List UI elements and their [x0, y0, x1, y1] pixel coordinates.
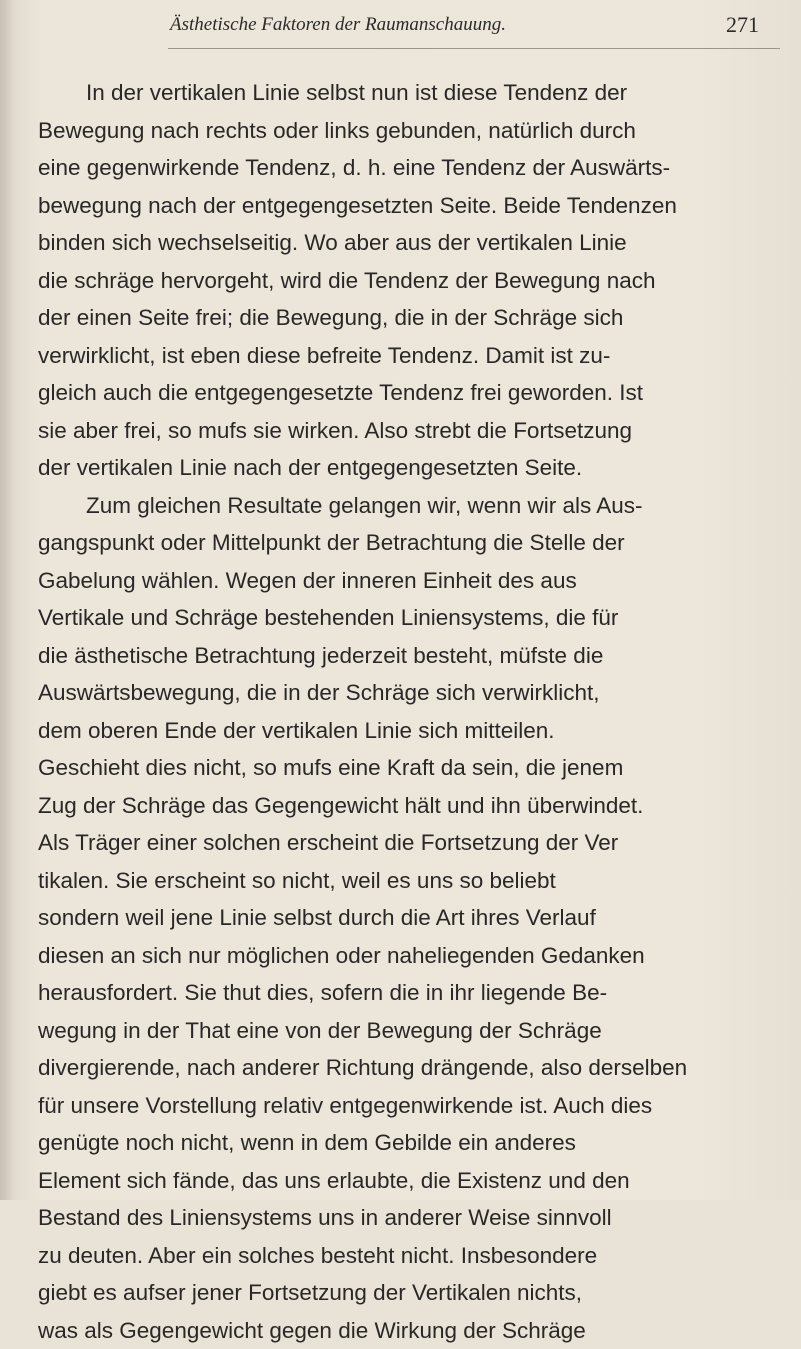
- running-head: Ästhetische Faktoren der Raumanschauung.: [170, 14, 640, 40]
- text-line: Bestand des Liniensystems uns in anderer Weise sinnvoll: [38, 1199, 780, 1237]
- text-line: herausfordert. Sie thut dies, sofern die in ihr liegende Be-: [38, 974, 780, 1012]
- text-line: Zug der Schräge das Gegengewicht hält und ihn überwindet.: [38, 787, 780, 825]
- header-rule: [168, 48, 780, 49]
- text-line: diesen an sich nur möglichen oder naheliegenden Gedanken: [38, 937, 780, 975]
- text-line: Gabelung wählen. Wegen der inneren Einheit des aus: [38, 562, 780, 600]
- text-line: divergierende, nach anderer Richtung drängende, also derselben: [38, 1049, 780, 1087]
- text-line: sie aber frei, so mufs sie wirken. Also strebt die Fortsetzung: [38, 412, 780, 450]
- text-line: für unsere Vorstellung relativ entgegenwirkende ist. Auch dies: [38, 1087, 780, 1125]
- text-line: In der vertikalen Linie selbst nun ist diese Tendenz der: [38, 74, 780, 112]
- body-text: [38, 74, 780, 1349]
- text-line: gangspunkt oder Mittelpunkt der Betrachtung die Stelle der: [38, 524, 780, 562]
- text-line: Zum gleichen Resultate gelangen wir, wenn wir als Aus-: [38, 487, 780, 525]
- text-line: wegung in der That eine von der Bewegung der Schräge: [38, 1012, 780, 1050]
- spine-shadow: [0, 0, 14, 1200]
- text-line: Vertikale und Schräge bestehenden Liniensystems, die für: [38, 599, 780, 637]
- text-line: der vertikalen Linie nach der entgegengesetzten Seite.: [38, 449, 780, 487]
- text-line: bewegung nach der entgegengesetzten Seite. Beide Tendenzen: [38, 187, 780, 225]
- text-line: Auswärtsbewegung, die in der Schräge sich verwirklicht,: [38, 674, 780, 712]
- text-line: die schräge hervorgeht, wird die Tendenz der Bewegung nach: [38, 262, 780, 300]
- text-line: Als Träger einer solchen erscheint die Fortsetzung der Ver: [38, 824, 780, 862]
- text-line: giebt es aufser jener Fortsetzung der Vertikalen nichts,: [38, 1274, 780, 1312]
- text-line: gleich auch die entgegengesetzte Tendenz frei geworden. Ist: [38, 374, 780, 412]
- text-line: was als Gegengewicht gegen die Wirkung der Schräge: [38, 1312, 780, 1349]
- text-line: tikalen. Sie erscheint so nicht, weil es uns so beliebt: [38, 862, 780, 900]
- text-line: genügte noch nicht, wenn in dem Gebilde ein anderes: [38, 1124, 780, 1162]
- text-line: Element sich fände, das uns erlaubte, die Existenz und den: [38, 1162, 780, 1200]
- text-line: binden sich wechselseitig. Wo aber aus der vertikalen Linie: [38, 224, 780, 262]
- text-line: dem oberen Ende der vertikalen Linie sich mitteilen.: [38, 712, 780, 750]
- text-line: der einen Seite frei; die Bewegung, die in der Schräge sich: [38, 299, 780, 337]
- text-line: verwirklicht, ist eben diese befreite Tendenz. Damit ist zu-: [38, 337, 780, 375]
- text-line: zu deuten. Aber ein solches besteht nicht. Insbesondere: [38, 1237, 780, 1275]
- text-line: die ästhetische Betrachtung jederzeit besteht, müfste die: [38, 637, 780, 675]
- text-line: sondern weil jene Linie selbst durch die Art ihres Verlauf: [38, 899, 780, 937]
- text-line: eine gegenwirkende Tendenz, d. h. eine Tendenz der Auswärts-: [38, 149, 780, 187]
- text-line: Bewegung nach rechts oder links gebunden, natürlich durch: [38, 112, 780, 150]
- page-number: 271: [726, 12, 786, 40]
- text-line: Geschieht dies nicht, so mufs eine Kraft da sein, die jenem: [38, 749, 780, 787]
